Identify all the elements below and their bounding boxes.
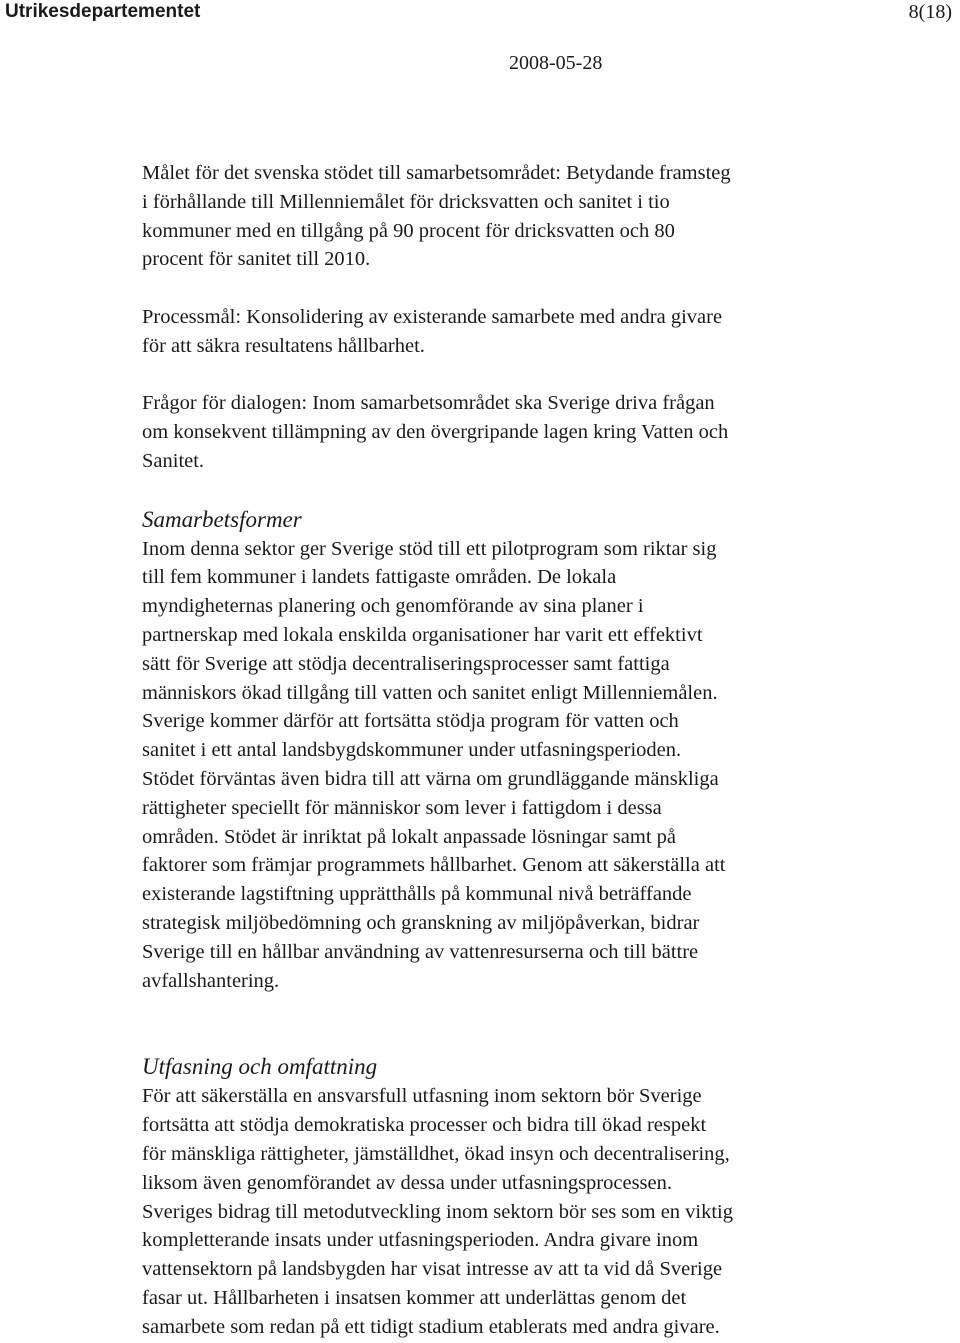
text-line: Sverige till en hållbar användning av vattenresurserna och till bättre	[142, 940, 699, 963]
text-line: vattensektorn på landsbygden har visat intresse av att ta vid då Sverige	[142, 1258, 723, 1281]
text-line: partnerskap med lokala enskilda organisationer har varit ett effektivt	[142, 623, 703, 646]
dialogue-questions-paragraph	[142, 389, 854, 475]
text-line: Sverige kommer därför att fortsätta stödja program för vatten och	[142, 710, 679, 733]
text-line: kommuner med en tillgång på 90 procent för dricksvatten och 80	[142, 219, 675, 242]
text-line: Sveriges bidrag till metodutveckling inom sektorn bör ses som en viktig	[142, 1200, 734, 1223]
text-line: För att säkerställa en ansvarsfull utfasning inom sektorn bör Sverige	[142, 1085, 702, 1108]
cooperation-forms-paragraph	[142, 535, 854, 996]
text-line: avfallshantering.	[142, 969, 280, 992]
text-line: Målet för det svenska stödet till samarbetsområdet: Betydande framsteg	[142, 162, 731, 184]
text-line: rättigheter speciellt för människor som lever i fattigdom i dessa	[142, 796, 662, 819]
section-heading-phase-out: Utfasning och omfattning	[142, 1054, 378, 1080]
text-line: i förhållande till Millenniemålet för dricksvatten och sanitet i tio	[142, 190, 670, 213]
goal-paragraph	[142, 159, 854, 274]
text-line: Stödet förväntas även bidra till att värna om grundläggande mänskliga	[142, 767, 719, 790]
text-line: liksom även genomförandet av dessa under utfasningsprocessen.	[142, 1171, 673, 1194]
document-date: 2008-05-28	[509, 52, 603, 74]
text-line: om konsekvent tillämpning av den övergripande lagen kring Vatten och	[142, 421, 729, 444]
text-line: fortsätta att stödja demokratiska processer och bidra till ökad respekt	[142, 1114, 707, 1137]
document-body	[142, 159, 854, 1341]
text-line: Sanitet.	[142, 449, 205, 472]
section-heading-cooperation-forms: Samarbetsformer	[142, 506, 302, 532]
text-line: fasar ut. Hållbarheten i insatsen kommer att underlättas genom det	[142, 1286, 687, 1309]
text-line: Processmål: Konsolidering av existerande samarbete med andra givare	[142, 305, 723, 328]
header-organization: Utrikesdepartementet	[5, 1, 201, 22]
text-line: sätt för Sverige att stödja decentraliseringsprocesser samt fattiga	[142, 652, 670, 675]
text-line: faktorer som främjar programmets hållbarhet. Genom att säkerställa att	[142, 854, 726, 877]
text-line: samarbete som redan på ett tidigt stadium etablerats med andra givare.	[142, 1315, 720, 1338]
text-line: existerande lagstiftning upprätthålls på kommunal nivå beträffande	[142, 883, 692, 906]
text-line: sanitet i ett antal landsbygdskommuner under utfasningsperioden.	[142, 739, 682, 762]
phase-out-paragraph	[142, 1082, 854, 1341]
text-line: procent för sanitet till 2010.	[142, 248, 371, 271]
text-line: strategisk miljöbedömning och granskning av miljöpåverkan, bidrar	[142, 911, 700, 934]
text-line: människors ökad tillgång till vatten och sanitet enligt Millenniemålen.	[142, 681, 718, 704]
process-goal-paragraph	[142, 303, 854, 361]
text-line: Inom denna sektor ger Sverige stöd till ett pilotprogram som riktar sig	[142, 537, 717, 560]
text-line: kompletterande insats under utfasningsperioden. Andra givare inom	[142, 1229, 699, 1252]
text-line: för att säkra resultatens hållbarhet.	[142, 334, 425, 357]
text-line: Frågor för dialogen: Inom samarbetsområdet ska Sverige driva frågan	[142, 392, 715, 415]
page-number: 8(18)	[908, 1, 952, 23]
text-line: områden. Stödet är inriktat på lokalt anpassade lösningar samt på	[142, 825, 676, 848]
text-line: till fem kommuner i landets fattigaste områden. De lokala	[142, 566, 617, 589]
text-line: för mänskliga rättigheter, jämställdhet, ökad insyn och decentralisering,	[142, 1142, 730, 1165]
text-line: myndigheternas planering och genomförande av sina planer i	[142, 595, 644, 618]
